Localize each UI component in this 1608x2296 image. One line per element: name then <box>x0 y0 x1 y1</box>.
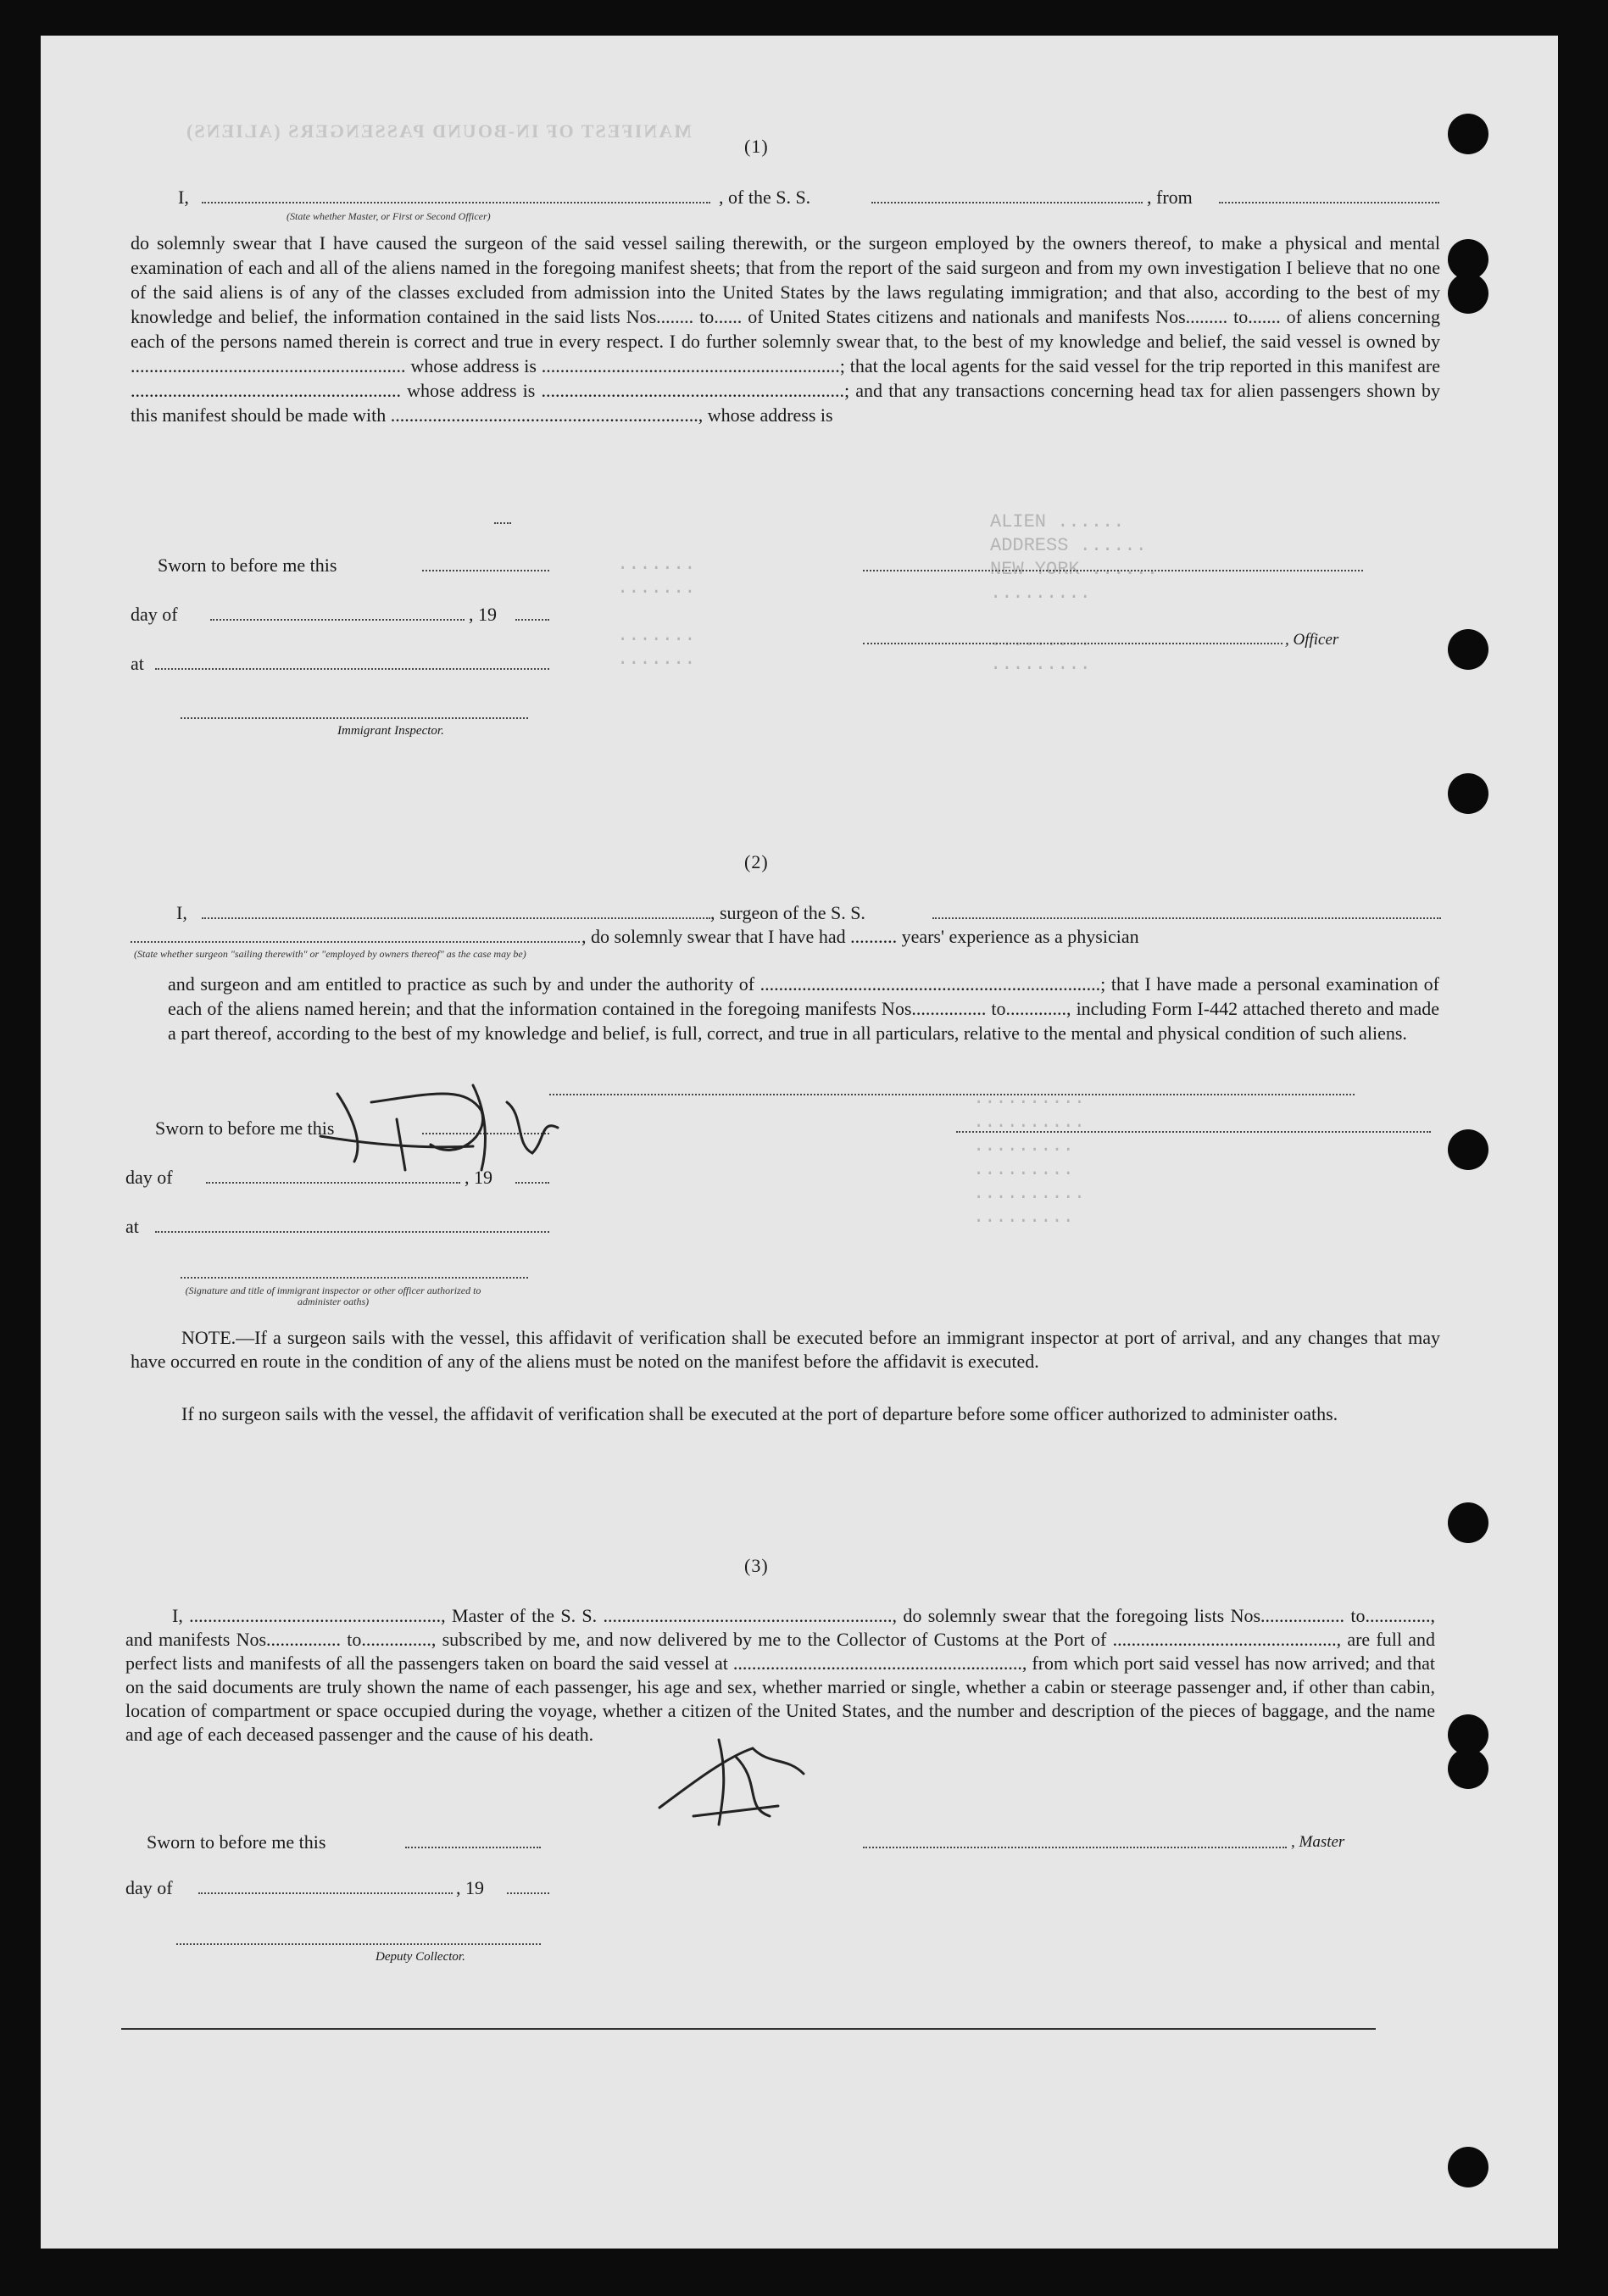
punch-hole <box>1448 1748 1488 1789</box>
field-hint: (State whether Master, or First or Second Officer) <box>287 210 491 222</box>
master-signature-line <box>863 570 1363 571</box>
blank-line <box>494 522 511 524</box>
at-label: at <box>131 653 144 674</box>
year-field <box>507 1892 549 1894</box>
surgeon-signature-line <box>549 1094 1355 1095</box>
port-from-field <box>1219 202 1439 203</box>
surgeon-vessel-field <box>932 917 1441 919</box>
punch-hole <box>1448 273 1488 314</box>
section-number: (3) <box>744 1555 769 1576</box>
handwritten-signature <box>643 1723 846 1833</box>
vessel-name-field <box>871 202 1143 203</box>
year-label: , 19 <box>465 1167 492 1188</box>
surgeon-status-field <box>131 941 580 943</box>
signature-caption: (Signature and title of immigrant inspector or other officer authorized to administer oaths) <box>185 1285 481 1307</box>
surgeon-oath-paragraph: and surgeon and am entitled to practice as such by and under the authority of .........................................................................; that I have made a personal examination of each of the aliens named herein; and that the information contained in the foregoing manifests Nos................ to............., including Form I-442 attached thereto and made a part thereof, according to the best of my knowledge and belief, is full, correct, and true in all particulars, relative to the mental and physical condition of such aliens. <box>168 973 1439 1044</box>
at-field <box>155 1231 549 1233</box>
oath-text: I, <box>176 902 187 923</box>
master-name-field <box>202 202 710 203</box>
officer-caption: , Officer <box>1285 631 1339 649</box>
year-label: , 19 <box>469 604 497 625</box>
punch-hole <box>1448 773 1488 814</box>
oath-text: I, <box>178 187 189 208</box>
sworn-date-field <box>405 1847 541 1848</box>
master-caption: , Master <box>1291 1833 1345 1851</box>
oath-text: , do solemnly swear that I have had .......... years' experience as a physician <box>581 926 1139 947</box>
collector-caption: Deputy Collector. <box>376 1950 465 1964</box>
note-paragraph: NOTE.—If a surgeon sails with the vessel, this affidavit of verification shall be executed before an immigrant inspector at port of arrival, and any changes that may have occurred en route in the condition of any of the aliens must be noted on the manifest before the affidavit is executed. <box>131 1327 1440 1372</box>
punch-hole <box>1448 1129 1488 1170</box>
punch-hole <box>1448 1502 1488 1543</box>
section-number: (2) <box>744 851 769 872</box>
day-field <box>210 619 465 621</box>
day-field <box>206 1182 460 1184</box>
year-label: , 19 <box>456 1877 484 1898</box>
oath-text: , surgeon of the S. S. <box>710 902 865 923</box>
bleedthrough-column: ....... ....... ....... ....... <box>617 554 696 670</box>
surgeon-signature-line <box>956 1131 1431 1133</box>
collector-signature-line <box>176 1943 541 1945</box>
handwritten-signature <box>303 1068 609 1179</box>
day-label: day of <box>125 1877 173 1898</box>
oath-text: , of the S. S. <box>719 187 811 208</box>
punch-hole <box>1448 629 1488 670</box>
punch-hole <box>1448 2147 1488 2187</box>
at-label: at <box>125 1216 139 1237</box>
day-field <box>198 1892 453 1894</box>
inspector-caption: Immigrant Inspector. <box>337 724 444 738</box>
sworn-label: Sworn to before me this <box>158 554 337 576</box>
master-signature-line <box>863 1847 1287 1848</box>
note-paragraph: If no surgeon sails with the vessel, the affidavit of verification shall be executed at the port of departure before some officer authorized to administer oaths. <box>181 1403 1338 1424</box>
section-number: (1) <box>744 136 769 157</box>
officer-signature-line <box>863 643 1283 644</box>
punch-hole <box>1448 114 1488 154</box>
oath-text: , from <box>1147 187 1193 208</box>
bottom-rule <box>121 2028 1376 2030</box>
oath-paragraph: do solemnly swear that I have caused the surgeon of the said vessel sailing therewith, or the surgeon employed by the owners thereof, to make a physical and mental examination of each and all of the aliens named in the foregoing manifest sheets; that from the report of the said surgeon and from my own investigation I believe that no one of the said aliens is of any of the classes excluded from admission into the United States by the laws regulating immigration; and that also, according to the best of my knowledge and belief, the information contained in the said lists Nos........ to...... of United States citizens and nationals and manifests Nos......... to....... of aliens concerning each of the persons named therein is correct and true in every respect. I do further solemnly swear that, to the best of my knowledge and belief, the said vessel is owned by ........................................................... whose address is ................................................................; that the local agents for the said vessel for the trip reported in this manifest are .......................................................... whose address is .................................................................; and that any transactions concerning head tax for alien passengers shown by this manifest should be made with .................................................................., whose address is <box>131 232 1440 426</box>
bleedthrough-column: ALIEN ...... ADDRESS ...... NEW YORK ...... ......... ......... ......... <box>990 511 1159 675</box>
bleedthrough-column: .......... .......... ......... ......... .......... ......... <box>973 1088 1086 1228</box>
field-hint: (State whether surgeon "sailing therewith" or "employed by owners thereof" as the case may be) <box>134 948 526 960</box>
inspector-signature-line <box>181 1277 528 1279</box>
master-oath-paragraph: I, ......................................................, Master of the S. S. .............................................................., do solemnly swear that the foregoing lists Nos.................. to.............., and manifests Nos................ to..............., subscribed by me, and now delivered by me to the Collector of Customs at the Port of ................................................, are full and perfect lists and manifests of all the passengers taken on board the said vessel at .............................................................., from which port said vessel has now arrived; and that on the said documents are truly shown the name of each passenger, his age and sex, whether married or single, whether a cabin or steerage passenger and, if other than cabin, location of compartment or space occupied during the voyage, whether a citizen of the United States, and the number and description of the pieces of baggage, and the name and age of each deceased passenger and the cause of his death. <box>125 1605 1435 1745</box>
surgeon-name-field <box>202 917 710 919</box>
year-field <box>515 1182 549 1184</box>
year-field <box>515 619 549 621</box>
sworn-label: Sworn to before me this <box>155 1117 335 1139</box>
day-label: day of <box>131 604 178 625</box>
at-field <box>155 668 549 670</box>
manifest-back-page <box>41 36 1558 2249</box>
sworn-date-field <box>422 570 549 571</box>
inspector-signature-line <box>181 717 528 719</box>
bleedthrough-heading: MANIFEST OF IN-BOUND PASSENGERS (ALIENS) <box>185 120 692 142</box>
day-label: day of <box>125 1167 173 1188</box>
sworn-label: Sworn to before me this <box>147 1831 326 1853</box>
